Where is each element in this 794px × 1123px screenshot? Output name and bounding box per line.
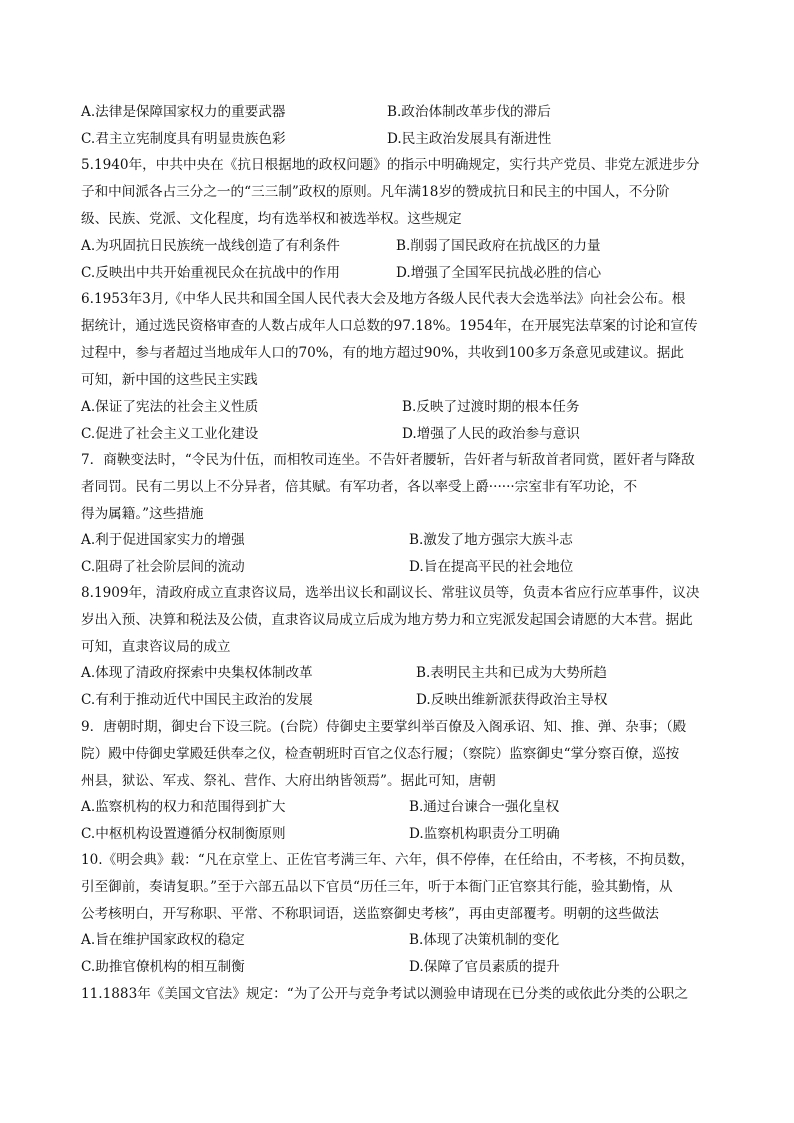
q9-option-b: B.通过台谏合一强化皇权 [409, 799, 560, 815]
q10-stem-line-1: 10.《明会典》载：“凡在京堂上、正佐官考满三年、六年，俱不停俸，在任给由，不考核，不拘员数， [81, 852, 695, 868]
q8-stem-line-1: 8.1909年，清政府成立直隶咨议局，选举出议长和副议长、常驻议员等，负责本省应行应革事件，议决 [81, 585, 700, 601]
q4-option-a: A.法律是保障国家权力的重要武器 [81, 104, 286, 120]
q8-option-d: D.反映出维新派获得政治主导权 [416, 692, 608, 708]
q10-option-c: C.助推官僚机构的相互制衡 [81, 959, 245, 975]
q8-option-a: A.体现了清政府探索中央集权体制改革 [81, 665, 313, 681]
q9-option-c: C.中枢机构设置遵循分权制衡原则 [81, 826, 286, 842]
q7-option-b: B.激发了地方强宗大族斗志 [409, 532, 573, 548]
q4-option-b: B.政治体制改革步伐的滞后 [387, 104, 551, 120]
q8-option-c: C.有利于推动近代中国民主政治的发展 [81, 692, 313, 708]
q10-stem-line-2: 引至御前，奏请复职。”至于六部五品以下官员“历任三年，听于本衙门正官察其行能，验其勤惰，从 [81, 879, 673, 895]
q8-stem-line-2: 岁出入预、决算和税法及公债，直隶咨议局成立后成为地方势力和立宪派发起国会请愿的大本营。据此 [81, 612, 693, 628]
q9-stem-line-1: 9．唐朝时期，御史台下设三院。(台院）侍御史主要掌纠举百僚及入阁承诏、知、推、弹、杂事；（殿 [81, 719, 687, 735]
q6-stem-line-1: 6.1953年3月,《中华人民共和国全国人民代表大会及地方各级人民代表大会选举法》向社会公布。根 [81, 291, 686, 307]
q7-stem-line-1: 7．商鞅变法时，“令民为什伍，而相牧司连坐。不告奸者腰斩，告奸者与斩敌首者同赏，匿奸者与降敌 [81, 452, 695, 468]
q6-stem-line-3: 过程中，参与者超过当地成年人口的70%，有的地方超过90%，共收到100多万条意见或建议。据此 [81, 345, 684, 361]
q6-option-a: A.保证了宪法的社会主义性质 [81, 399, 259, 415]
q10-stem-line-3: 公考核明白，开写称职、平常、不称职词语，送监察御史考核”，再由吏部覆考。明朝的这些做法 [81, 906, 659, 922]
q6-option-c: C.促进了社会主义工业化建设 [81, 426, 259, 442]
q6-stem-line-2: 据统计，通过选民资格审查的人数占成年人口总数的97.18%。1954年，在开展宪法草案的讨论和宣传 [81, 318, 698, 334]
q10-option-b: B.体现了决策机制的变化 [409, 932, 560, 948]
q4-option-d: D.民主政治发展具有渐进性 [387, 131, 552, 147]
q9-stem-line-2: 院）殿中侍御史掌殿廷供奉之仪，检查朝班时百官之仪态行履；（察院）监察御史“掌分察百僚，巡按 [81, 746, 680, 762]
q7-option-d: D.旨在提高平民的社会地位 [409, 559, 574, 575]
q7-stem-line-2: 者同罚。民有二男以上不分异者，倍其赋。有军功者，各以率受上爵······宗室非有军功论，不 [81, 479, 638, 495]
q7-option-a: A.利于促进国家实力的增强 [81, 532, 245, 548]
q6-option-b: B.反映了过渡时期的根本任务 [402, 399, 580, 415]
q5-option-a: A.为巩固抗日民族统一战线创造了有利条件 [81, 238, 340, 254]
q10-option-a: A.旨在维护国家政权的稳定 [81, 932, 245, 948]
q8-option-b: B.表明民主共和已成为大势所趋 [416, 665, 608, 681]
q5-option-d: D.增强了全国军民抗战必胜的信心 [396, 265, 602, 281]
q5-stem-line-3: 级、民族、党派、文化程度，均有选举权和被选举权。这些规定 [81, 211, 462, 227]
q11-stem-line-1: 11.1883年《美国文官法》规定：“为了公开与竞争考试以测验申请现在已分类的或依此分类的公职之 [81, 986, 688, 1002]
q7-stem-line-3: 得为属籍。”这些措施 [81, 506, 204, 522]
q4-option-c: C.君主立宪制度具有明显贵族色彩 [81, 131, 286, 147]
q5-stem-line-2: 子和中间派各占三分之一的“三三制”政权的原则。凡年满18岁的赞成抗日和民主的中国人，不分阶 [81, 184, 670, 200]
q6-option-d: D.增强了人民的政治参与意识 [402, 426, 580, 442]
q10-option-d: D.保障了官员素质的提升 [409, 959, 560, 975]
q6-stem-line-4: 可知，新中国的这些民主实践 [81, 372, 258, 388]
q5-option-c: C.反映出中共开始重视民众在抗战中的作用 [81, 265, 340, 281]
q9-stem-line-3: 州县，狱讼、军戎、祭礼、营作、大府出纳皆领焉”。据此可知，唐朝 [81, 773, 496, 789]
q5-stem-line-1: 5.1940年，中共中央在《抗日根据地的政权问题》的指示中明确规定，实行共产党员、非党左派进步分 [81, 157, 700, 173]
q8-stem-line-3: 可知，直隶咨议局的成立 [81, 639, 231, 655]
q9-option-a: A.监察机构的权力和范围得到扩大 [81, 799, 286, 815]
q5-option-b: B.削弱了国民政府在抗战区的力量 [396, 238, 601, 254]
q9-option-d: D.监察机构职责分工明确 [409, 826, 560, 842]
q7-option-c: C.阻碍了社会阶层间的流动 [81, 559, 245, 575]
